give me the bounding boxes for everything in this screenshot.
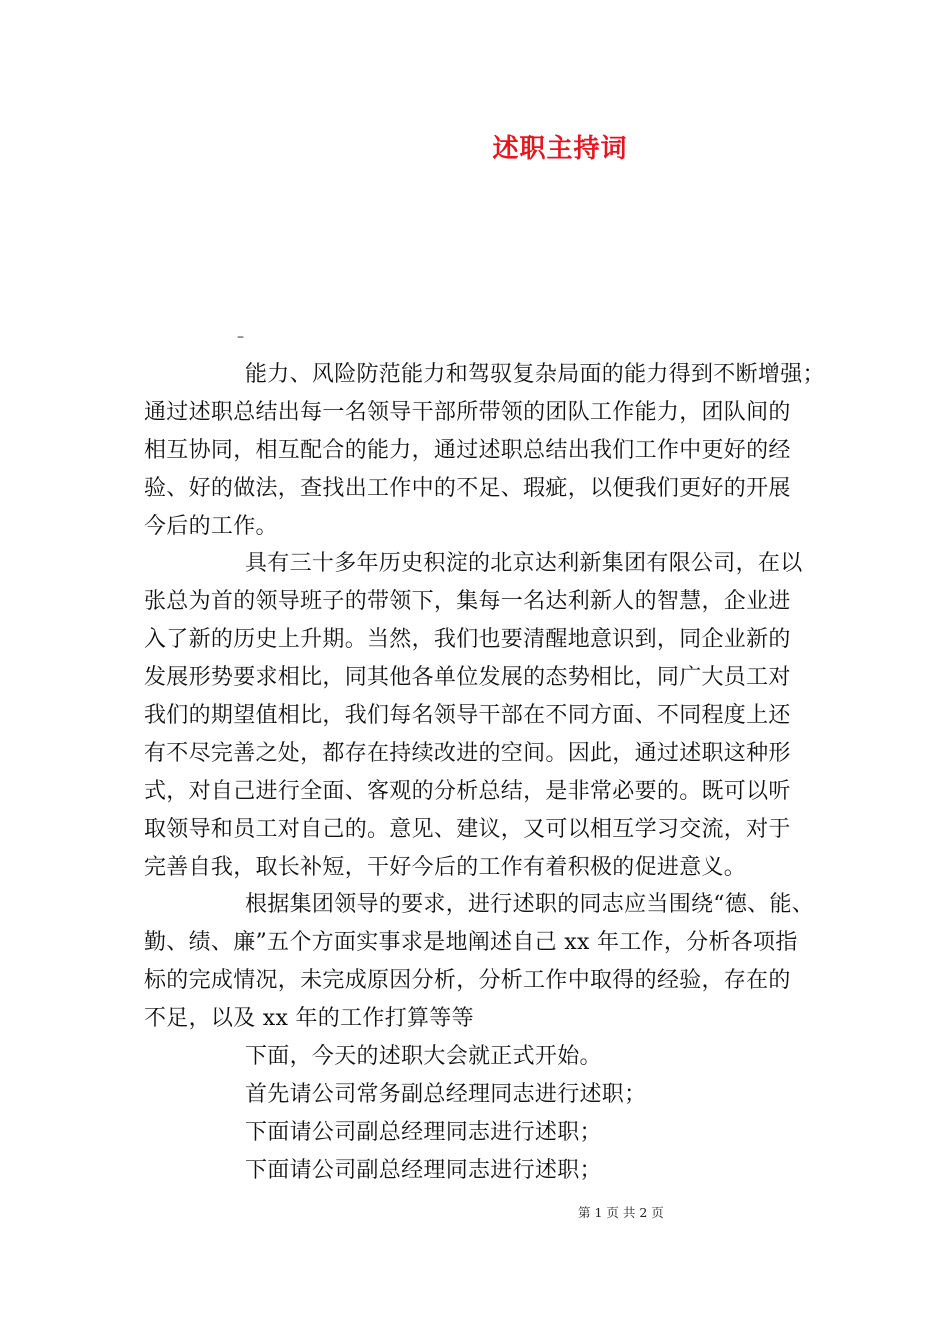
paragraph-start-line: 下面请公司副总经理同志进行述职； <box>245 1119 602 1145</box>
paragraph-line: 式，对自己进行全面、客观的分析总结，是非常必要的。既可以听 <box>144 778 791 804</box>
paragraph-line: 标的完成情况，未完成原因分析，分析工作中取得的经验，存在的 <box>144 968 791 994</box>
paragraph-line: 取领导和员工对自己的。意见、建议，又可以相互学习交流，对于 <box>144 816 791 842</box>
paragraph-line: 通过述职总结出每一名领导干部所带领的团队工作能力，团队间的 <box>144 399 791 425</box>
paragraph-start-line: 首先请公司常务副总经理同志进行述职； <box>245 1081 647 1107</box>
paragraph-line: 今后的工作。 <box>144 513 278 539</box>
document-title: 述职主持词 <box>492 134 628 164</box>
paragraph-line: 入了新的历史上升期。当然，我们也要清醒地意识到，同企业新的 <box>144 627 791 653</box>
paragraph-line: 发展形势要求相比，同其他各单位发展的态势相比，同广大员工对 <box>144 665 791 691</box>
paragraph-start-line: 下面，今天的述职大会就正式开始。 <box>245 1044 602 1070</box>
stray-mark: – <box>237 329 244 345</box>
paragraph-start-line: 具有三十多年历史积淀的北京达利新集团有限公司，在以 <box>245 551 803 577</box>
paragraph-start-line: 能力、风险防范能力和驾驭复杂局面的能力得到不断增强； <box>245 362 825 387</box>
paragraph-line: 不足，以及 xx 年的工作打算等等 <box>144 1006 474 1032</box>
paragraph-start-line: 根据集团领导的要求，进行述职的同志应当围绕“德、能、 <box>245 892 815 918</box>
paragraph-line: 有不尽完善之处，都存在持续改进的空间。因此，通过述职这种形 <box>144 740 791 766</box>
paragraph-line: 我们的期望值相比，我们每名领导干部在不同方面、不同程度上还 <box>144 703 791 729</box>
paragraph-line: 完善自我，取长补短，干好今后的工作有着积极的促进意义。 <box>144 854 747 880</box>
page-footer: 第 1 页 共 2 页 <box>578 1205 664 1220</box>
paragraph-line: 张总为首的领导班子的带领下，集每一名达利新人的智慧，企业进 <box>144 589 791 615</box>
paragraph-line: 相互协同，相互配合的能力，通过述职总结出我们工作中更好的经 <box>144 437 791 463</box>
paragraph-line: 验、好的做法，查找出工作中的不足、瑕疵，以便我们更好的开展 <box>144 475 791 501</box>
document-body <box>144 356 834 1190</box>
paragraph-line: 勤、绩、廉”五个方面实事求是地阐述自己 xx 年工作，分析各项指 <box>144 930 798 956</box>
paragraph-start-line: 下面请公司副总经理同志进行述职； <box>245 1157 602 1183</box>
